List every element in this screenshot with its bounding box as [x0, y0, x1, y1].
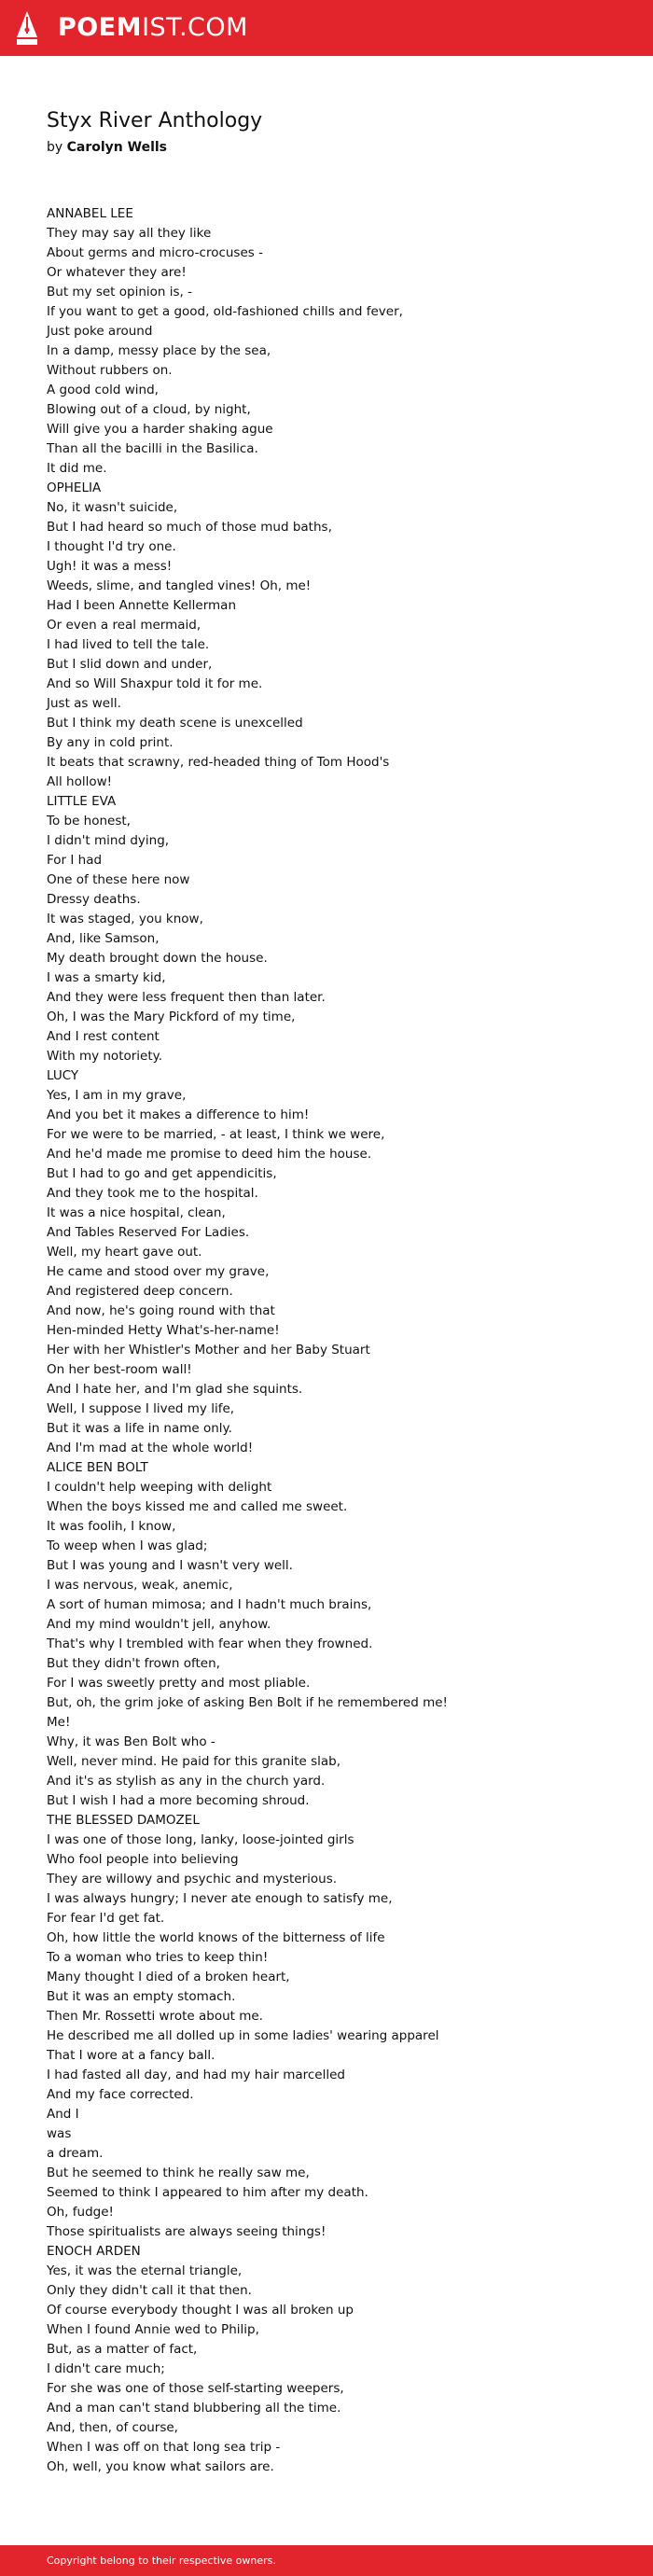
poem-line: Why, it was Ben Bolt who -	[47, 1734, 215, 1749]
poem-byline	[47, 138, 167, 157]
poem-line: They are willowy and psychic and mysterious.	[47, 1872, 338, 1887]
poem-line: And my mind wouldn't jell, anyhow.	[47, 1617, 271, 1632]
poem-line: Blowing out of a cloud, by night,	[47, 402, 251, 417]
poem-line: About germs and micro-crocuses -	[47, 245, 263, 260]
poem-line: But I think my death scene is unexcelled	[47, 716, 303, 731]
poem-line: But he seemed to think he really saw me,	[47, 2165, 310, 2180]
poem-line: To be honest,	[47, 814, 131, 828]
poem-line: Oh, I was the Mary Pickford of my time,	[47, 1010, 296, 1024]
poem-line: But my set opinion is, -	[47, 285, 192, 299]
poem-line: That I wore at a fancy ball.	[47, 2048, 215, 2063]
poem-line: I didn't mind dying,	[47, 833, 170, 848]
poem-line: Weeds, slime, and tangled vines! Oh, me!	[47, 578, 312, 593]
poem-line: ALICE BEN BOLT	[47, 1460, 148, 1475]
poem-line: But I slid down and under,	[47, 657, 213, 672]
poem-line: My death brought down the house.	[47, 951, 268, 966]
poem-line: But I had heard so much of those mud baths,	[47, 520, 332, 535]
poem-line: Many thought I died of a broken heart,	[47, 1970, 290, 1984]
poem-line: Of course everybody thought I was all broken up	[47, 2303, 354, 2318]
poem-line: But it was a life in name only.	[47, 1421, 232, 1436]
poem-line: And they were less frequent then than later.	[47, 990, 326, 1005]
poem-line: Those spiritualists are always seeing things!	[47, 2224, 326, 2239]
poem-line: I was a smarty kid,	[47, 970, 166, 985]
poem-line: In a damp, messy place by the sea,	[47, 343, 271, 358]
poem-line: And I	[47, 2107, 79, 2122]
poem-line: And he'd made me promise to deed him the house.	[47, 1147, 372, 1162]
poem-line: And a man can't stand blubbering all the time.	[47, 2401, 341, 2416]
poem-line: was	[47, 2126, 72, 2141]
poem-line: I was always hungry; I never ate enough to satisfy me,	[47, 1891, 393, 1906]
poem-line: Without rubbers on.	[47, 363, 173, 378]
logo-bold: POEM	[58, 13, 143, 42]
poem-line: And they took me to the hospital.	[47, 1186, 258, 1201]
poem-line: I couldn't help weeping with delight	[47, 1480, 272, 1495]
poem-line: I was one of those long, lanky, loose-jointed girls	[47, 1832, 354, 1847]
poem-line: And you bet it makes a difference to him!	[47, 1107, 310, 1122]
poem-line: Then Mr. Rossetti wrote about me.	[47, 2009, 263, 2024]
poem-line: For we were to be married, - at least, I think we were,	[47, 1127, 385, 1142]
poem-line: Will give you a harder shaking ague	[47, 422, 273, 437]
poem-line: But they didn't frown often,	[47, 1656, 220, 1671]
poem-line: Just as well.	[47, 696, 121, 711]
poem-line: And my face corrected.	[47, 2087, 194, 2102]
poem-line: Just poke around	[47, 324, 153, 339]
poem-line: Had I been Annette Kellerman	[47, 598, 237, 613]
poem-line: Only they didn't call it that then.	[47, 2283, 252, 2298]
poem-line: A sort of human mimosa; and I hadn't much brains,	[47, 1597, 372, 1612]
poem-line: No, it wasn't suicide,	[47, 500, 178, 515]
poem-line: When I was off on that long sea trip -	[47, 2440, 281, 2455]
poem-line: I was nervous, weak, anemic,	[47, 1578, 233, 1593]
poem-line: And registered deep concern.	[47, 1284, 233, 1299]
poem-line: I didn't care much;	[47, 2361, 165, 2376]
poem-line: Oh, how little the world knows of the bitterness of life	[47, 1930, 385, 1945]
poem-line: Dressy deaths.	[47, 892, 141, 907]
poem-line: When the boys kissed me and called me sweet.	[47, 1499, 348, 1514]
poem-line: He described me all dolled up in some ladies' wearing apparel	[47, 2028, 439, 2043]
poem-line: Her with her Whistler's Mother and her Baby Stuart	[47, 1343, 370, 1358]
poem-line: It was foolih, I know,	[47, 1519, 176, 1534]
poem-line: LITTLE EVA	[47, 794, 117, 809]
poem-line: OPHELIA	[47, 480, 102, 495]
poem-line: To weep when I was glad;	[47, 1539, 208, 1553]
poem-line: Who fool people into believing	[47, 1852, 239, 1867]
poem-line: Or whatever they are!	[47, 265, 187, 280]
poem-line: Or even a real mermaid,	[47, 618, 201, 633]
poem-line: It did me.	[47, 461, 107, 476]
by-label: by	[47, 140, 63, 155]
poem-line: And so Will Shaxpur told it for me.	[47, 676, 263, 691]
poem-line: But, as a matter of fact,	[47, 2342, 198, 2357]
poem-line: And, then, of course,	[47, 2420, 178, 2435]
poem-line: With my notoriety.	[47, 1049, 162, 1064]
poem-line: To a woman who tries to keep thin!	[47, 1950, 269, 1965]
poem-line: But I had to go and get appendicitis,	[47, 1166, 277, 1181]
poem-line: But I was young and I wasn't very well.	[47, 1558, 293, 1573]
poem-line: It beats that scrawny, red-headed thing of Tom Hood's	[47, 755, 390, 770]
poem-line: They may say all they like	[47, 226, 212, 241]
poem-line: Seemed to think I appeared to him after my death.	[47, 2185, 368, 2200]
poem-line: One of these here now	[47, 872, 190, 887]
poem-line: Ugh! it was a mess!	[47, 559, 173, 574]
poem-line: For fear I'd get fat.	[47, 1911, 165, 1926]
poem-line: He came and stood over my grave,	[47, 1264, 270, 1279]
poem-line: But, oh, the grim joke of asking Ben Bolt if he remembered me!	[47, 1695, 448, 1710]
poem-line: a dream.	[47, 2146, 104, 2161]
poem-line: And I hate her, and I'm glad she squints.	[47, 1382, 303, 1397]
poem-line: ENOCH ARDEN	[47, 2244, 141, 2259]
poem-line: Oh, well, you know what sailors are.	[47, 2459, 274, 2474]
poem-line: THE BLESSED DAMOZEL	[47, 1813, 200, 1828]
poem-line: All hollow!	[47, 774, 113, 789]
copyright-notice: Copyright belong to their respective owners.	[47, 2555, 276, 2567]
poem-line: A good cold wind,	[47, 383, 159, 397]
poem-line: And I'm mad at the whole world!	[47, 1441, 254, 1455]
poem-line: And, like Samson,	[47, 931, 160, 946]
poem-title: Styx River Anthology	[47, 109, 263, 132]
poem-line: LUCY	[47, 1068, 79, 1083]
poem-line: For I was sweetly pretty and most pliable.	[47, 1676, 311, 1691]
site-logo[interactable]	[58, 13, 248, 43]
poem-line: It was a nice hospital, clean,	[47, 1205, 226, 1220]
poem-line: I had fasted all day, and had my hair marcelled	[47, 2068, 345, 2082]
poem-line: And Tables Reserved For Ladies.	[47, 1225, 250, 1240]
poem-line: I thought I'd try one.	[47, 539, 176, 554]
poem-line: Well, my heart gave out.	[47, 1245, 202, 1260]
poem-line: By any in cold print.	[47, 735, 174, 750]
poem-line: ANNABEL LEE	[47, 206, 133, 221]
poem-body	[47, 204, 625, 2477]
logo-light: IST.COM	[142, 13, 248, 42]
site-header	[0, 0, 653, 56]
poem-line: For she was one of those self-starting weepers,	[47, 2381, 344, 2396]
poem-line: And now, he's going round with that	[47, 1303, 275, 1318]
poem-line: I had lived to tell the tale.	[47, 637, 210, 652]
poem-line: Well, never mind. He paid for this granite slab,	[47, 1754, 341, 1769]
poem-line: Hen-minded Hetty What's-her-name!	[47, 1323, 280, 1338]
poem-line: Me!	[47, 1715, 71, 1730]
poem-line: Than all the bacilli in the Basilica.	[47, 441, 258, 456]
poem-line: Yes, I am in my grave,	[47, 1088, 187, 1103]
poem-line: It was staged, you know,	[47, 912, 203, 926]
poem-line: On her best-room wall!	[47, 1362, 192, 1377]
poem-line: For I had	[47, 853, 103, 868]
poem-line: But it was an empty stomach.	[47, 1989, 236, 2004]
pen-nib-icon[interactable]	[15, 9, 39, 47]
poem-line: Oh, fudge!	[47, 2205, 114, 2220]
poem-line: Yes, it was the eternal triangle,	[47, 2263, 243, 2278]
poem-line: But I wish I had a more becoming shroud.	[47, 1793, 310, 1808]
poem-line: If you want to get a good, old-fashioned chills and fever,	[47, 304, 403, 319]
poem-line: When I found Annie wed to Philip,	[47, 2322, 259, 2337]
poem-line: That's why I trembled with fear when they frowned.	[47, 1636, 373, 1651]
poem-line: And it's as stylish as any in the church yard.	[47, 1774, 326, 1789]
poem-line: And I rest content	[47, 1029, 160, 1044]
site-footer	[0, 2545, 653, 2576]
author-name[interactable]: Carolyn Wells	[66, 140, 168, 155]
poem-line: Well, I suppose I lived my life,	[47, 1401, 235, 1416]
